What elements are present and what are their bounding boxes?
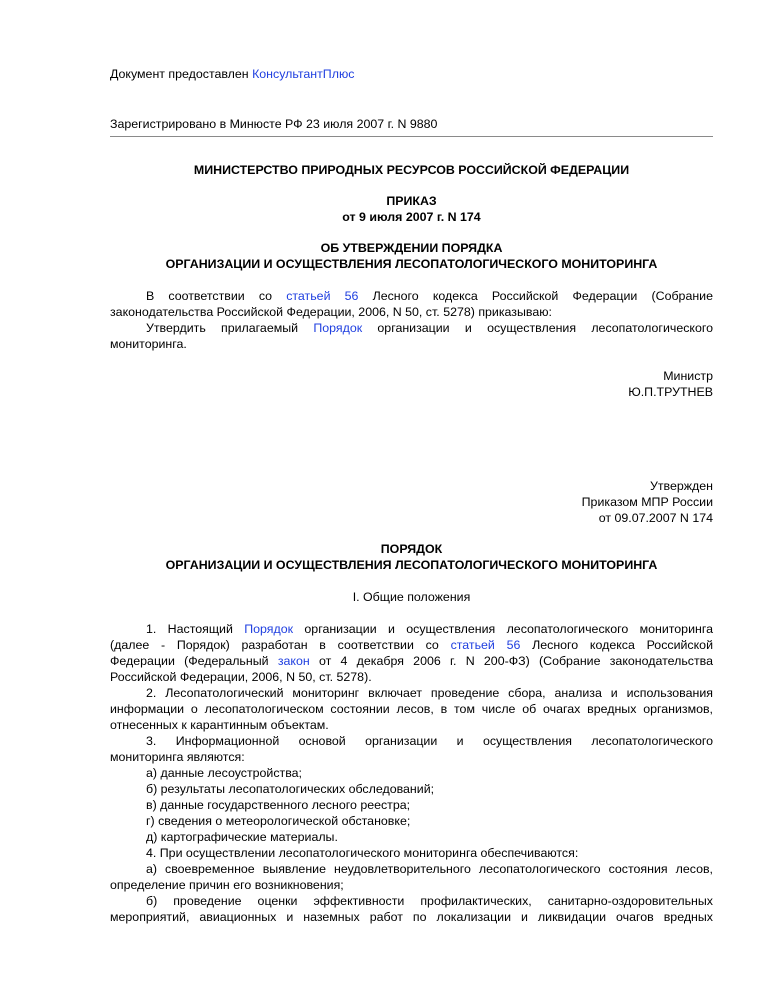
clause2-line3: отнесенных к карантинным объектам. bbox=[110, 718, 329, 732]
clause1-line2: (далее - Порядок) разработан в соответствии со статьей 56 Лесного кодекса Российской bbox=[110, 638, 713, 652]
order-heading: ПРИКАЗ bbox=[386, 194, 437, 208]
provided-by-line: Документ предоставлен КонсультантПлюс bbox=[110, 67, 355, 81]
federal-law-link[interactable]: закон bbox=[277, 654, 310, 668]
registration-note: Зарегистрировано в Минюсте РФ 23 июля 2007 г. N 9880 bbox=[110, 117, 438, 131]
clause1-line1: 1. Настоящий Порядок организации и осуществления лесопатологического мониторинга bbox=[146, 622, 713, 636]
clause4-line1: 4. При осуществлении лесопатологического мониторинга обеспечиваются: bbox=[146, 846, 579, 860]
approval-line2: Приказом МПР России bbox=[581, 495, 713, 509]
list-item: г) сведения о метеорологической обстановке; bbox=[146, 814, 411, 828]
list-item: в) данные государственного лесного реестра; bbox=[146, 798, 411, 812]
preamble-line3: Утвердить прилагаемый Порядок организации и осуществления лесопатологического bbox=[146, 321, 713, 335]
clause1-line3: Федерации (Федеральный закон от 4 декабря 2006 г. N 200-ФЗ) (Собрание законодательства bbox=[110, 654, 713, 668]
list-item: д) картографические материалы. bbox=[146, 830, 338, 844]
clause4a-line2: определение причин его возникновения; bbox=[110, 878, 344, 892]
clause4b-line2: мероприятий, авиационных и наземных работ по локализации и ликвидации очагов вредных bbox=[110, 910, 713, 924]
clause2-line1: 2. Лесопатологический мониторинг включает проведение сбора, анализа и использования bbox=[146, 686, 713, 700]
consultant-plus-link[interactable]: КонсультантПлюс bbox=[252, 67, 355, 81]
clause4b-line1: б) проведение оценки эффективности профилактических, санитарно-оздоровительных bbox=[146, 894, 713, 908]
article-56-link[interactable]: статьей 56 bbox=[286, 289, 359, 303]
preamble-line4: мониторинга. bbox=[110, 337, 187, 351]
preamble-line1: В соответствии со статьей 56 Лесного кодекса Российской Федерации (Собрание bbox=[146, 289, 713, 303]
clause2-line2: информации о лесопатологическом состоянии лесов, в том числе об очагах вредных организмов, bbox=[110, 702, 713, 716]
clause3-line2: мониторинга являются: bbox=[110, 750, 245, 764]
signatory-position: Министр bbox=[663, 369, 713, 383]
approval-line1: Утвержден bbox=[649, 479, 713, 493]
procedure-title1: ПОРЯДОК bbox=[380, 542, 443, 556]
procedure-link[interactable]: Порядок bbox=[313, 321, 363, 335]
order-subject-line1: ОБ УТВЕРЖДЕНИИ ПОРЯДКА bbox=[320, 241, 503, 255]
procedure-title2: ОРГАНИЗАЦИИ И ОСУЩЕСТВЛЕНИЯ ЛЕСОПАТОЛОГИЧЕСКОГО МОНИТОРИНГА bbox=[165, 558, 658, 572]
procedure-link-2[interactable]: Порядок bbox=[244, 622, 294, 636]
ministry-heading: МИНИСТЕРСТВО ПРИРОДНЫХ РЕСУРСОВ РОССИЙСКОЙ ФЕДЕРАЦИИ bbox=[193, 163, 630, 177]
approval-line3: от 09.07.2007 N 174 bbox=[598, 511, 713, 525]
preamble-line2: законодательства Российской Федерации, 2006, N 50, ст. 5278) приказываю: bbox=[110, 305, 552, 319]
clause3-line1: 3. Информационной основой организации и осуществления лесопатологического bbox=[146, 734, 713, 748]
list-item: а) данные лесоустройства; bbox=[146, 766, 302, 780]
order-subject-line2: ОРГАНИЗАЦИИ И ОСУЩЕСТВЛЕНИЯ ЛЕСОПАТОЛОГИЧЕСКОГО МОНИТОРИНГА bbox=[165, 257, 658, 271]
signatory-name: Ю.П.ТРУТНЕВ bbox=[628, 385, 713, 399]
order-date: от 9 июля 2007 г. N 174 bbox=[342, 210, 481, 224]
clause4a-line1: а) своевременное выявление неудовлетворительного лесопатологического состояния лесов, bbox=[146, 862, 713, 876]
article-56-link-2[interactable]: статьей 56 bbox=[450, 638, 521, 652]
clause1-line4: Российской Федерации, 2006, N 50, ст. 5278). bbox=[110, 670, 372, 684]
list-item: б) результаты лесопатологических обследований; bbox=[146, 782, 435, 796]
header-divider bbox=[110, 136, 713, 137]
section-heading: I. Общие положения bbox=[352, 590, 471, 604]
